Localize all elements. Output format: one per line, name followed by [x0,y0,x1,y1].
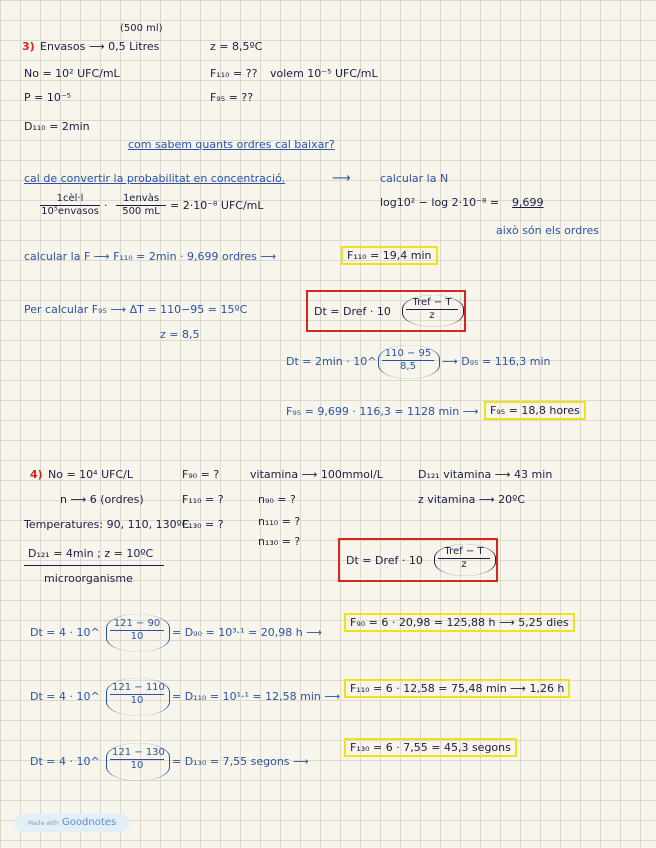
p3-frac2-num: 1envàs [116,193,166,206]
p4-dt-den: z [461,559,467,570]
p3-frac1 [40,193,100,218]
p4-f90: F₉₀ = ? [182,468,220,481]
p4-eq3-num: 121 − 130 [112,747,165,758]
p3-log-res: 9,699 [512,196,544,209]
p3-dt-formula-box [306,290,466,332]
p4-eq1-num: 121 − 90 [110,618,164,631]
p3-frac1-den: 10⁵envasos [41,206,99,217]
volume-note: (500 ml) [120,23,163,34]
p3-no: No = 10² UFC/mL [24,67,120,80]
p3-d110: D₁₁₀ = 2min [24,120,90,133]
p3-frac2 [116,193,166,218]
p4-eq1-lhs: Dt = 4 · 10^ [30,626,100,639]
p4-dt-formula-lhs: Dt = Dref · 10 [346,554,423,567]
p3-dt-calc-res: ⟶ D₉₅ = 116,3 min [442,355,551,368]
p4-eq1-exponent [110,618,164,643]
p3-dt-calc-num: 110 − 95 [382,348,434,361]
p3-dt-den: z [429,310,435,321]
p4-f130: F₁₃₀ = ? [182,518,224,531]
p3-f95: F₉₅ = ?? [210,91,254,104]
p4-eq3-box: F₁₃₀ = 6 · 7,55 = 45,3 segons [344,738,517,757]
p3-f110: F₁₁₀ = ?? [210,67,258,80]
p4-eq1-den: 10 [130,631,144,642]
p4-eq2-den: 10 [130,695,144,706]
p3-f95-calc: F₉₅ = 9,699 · 116,3 = 1128 min ⟶ [286,405,479,418]
p3-aixo: això són els ordres [496,224,599,237]
made-with-label: Made with [27,820,59,827]
p4-eq2-num: 121 − 110 [112,682,165,693]
p4-dt-exponent [438,546,490,571]
p4-n6: n ⟶ 6 (ordres) [60,493,144,506]
p3-z: z = 8,5ºC [210,40,263,53]
p4-eq1-res: = D₉₀ = 10³·¹ = 20,98 h ⟶ [172,626,322,639]
goodnotes-badge [14,814,130,832]
p4-temps: Temperatures: 90, 110, 130ºC [24,518,190,531]
p3-p: P = 10⁻⁵ [24,91,72,104]
p4-eq2-exponent [110,682,164,707]
p3-arrow-n: ⟶ [332,171,351,186]
p4-n130: n₁₃₀ = ? [258,535,301,548]
p4-eq3-exponent [110,747,164,772]
p3-dt-num: Tref − T [406,297,458,310]
p4-dt-formula-box [338,538,498,582]
p3-log-eq: log10² − log 2·10⁻⁸ = [380,196,500,209]
p3-dt-calc-den: 8,5 [400,361,416,372]
p3-calc-f: calcular la F ⟶ F₁₁₀ = 2min · 9,699 ordres ⟶ [24,250,277,263]
p3-dt-exponent [406,297,458,322]
p3-per-calc: Per calcular F₉₅ ⟶ ΔT = 110−95 = 15ºC [24,303,248,316]
p3-volem: volem 10⁻⁵ UFC/mL [270,67,378,80]
p4-f110: F₁₁₀ = ? [182,493,224,506]
p4-micro: microorganisme [44,572,133,585]
p3-question: com sabem quants ordres cal baixar? [128,138,335,151]
p4-eq2-lhs: Dt = 4 · 10^ [30,690,100,703]
p3-frac1-num: 1cèl·l [40,193,100,206]
p4-eq2-res: = D₁₁₀ = 10¹·¹ = 12,58 min ⟶ [172,690,341,703]
p4-n110: n₁₁₀ = ? [258,515,301,528]
p3-frac-result: = 2·10⁻⁸ UFC/mL [170,199,264,212]
problem-4-number: 4) [30,468,43,481]
p4-eq3-den: 10 [130,760,144,771]
p4-no: No = 10⁴ UFC/L [48,468,133,481]
p3-z2: z = 8,5 [160,328,200,341]
p4-zvit: z vitamina ⟶ 20ºC [418,493,525,506]
p3-dt-calc-lhs: Dt = 2min · 10^ [286,355,377,368]
problem-3-number: 3) [22,40,35,53]
p4-eq3-res: = D₁₃₀ = 7,55 segons ⟶ [172,755,309,768]
p3-cal-convertir: cal de convertir la probabilitat en concentració. [24,172,286,185]
p3-dt-calc-exponent [382,348,434,373]
p3-calc-n: calcular la N [380,172,449,185]
p4-dt-num: Tref − T [438,546,490,559]
p4-eq2-box: F₁₁₀ = 6 · 12,58 = 75,48 min ⟶ 1,26 h [344,679,570,698]
p3-dt-formula-lhs: Dt = Dref · 10 [314,305,391,318]
p4-d121: D₁₂₁ = 4min ; z = 10ºC [28,547,154,560]
p4-n90: n₉₀ = ? [258,493,296,506]
p3-frac2-den: 500 mL [122,206,160,217]
goodnotes-brand: Goodnotes [62,817,117,828]
p3-f110-box: F₁₁₀ = 19,4 min [341,246,438,265]
p4-divider [24,565,164,566]
p4-eq3-lhs: Dt = 4 · 10^ [30,755,100,768]
p3-f95-box: F₉₅ = 18,8 hores [484,401,586,420]
p4-d121vit: D₁₂₁ vitamina ⟶ 43 min [418,468,553,481]
p3-mult: · [104,199,108,212]
p4-eq1-box: F₉₀ = 6 · 20,98 = 125,88 h ⟶ 5,25 dies [344,613,575,632]
p4-vit: vitamina ⟶ 100mmol/L [250,468,383,481]
problem-3-title: Envasos ⟶ 0,5 Litres [40,40,160,53]
